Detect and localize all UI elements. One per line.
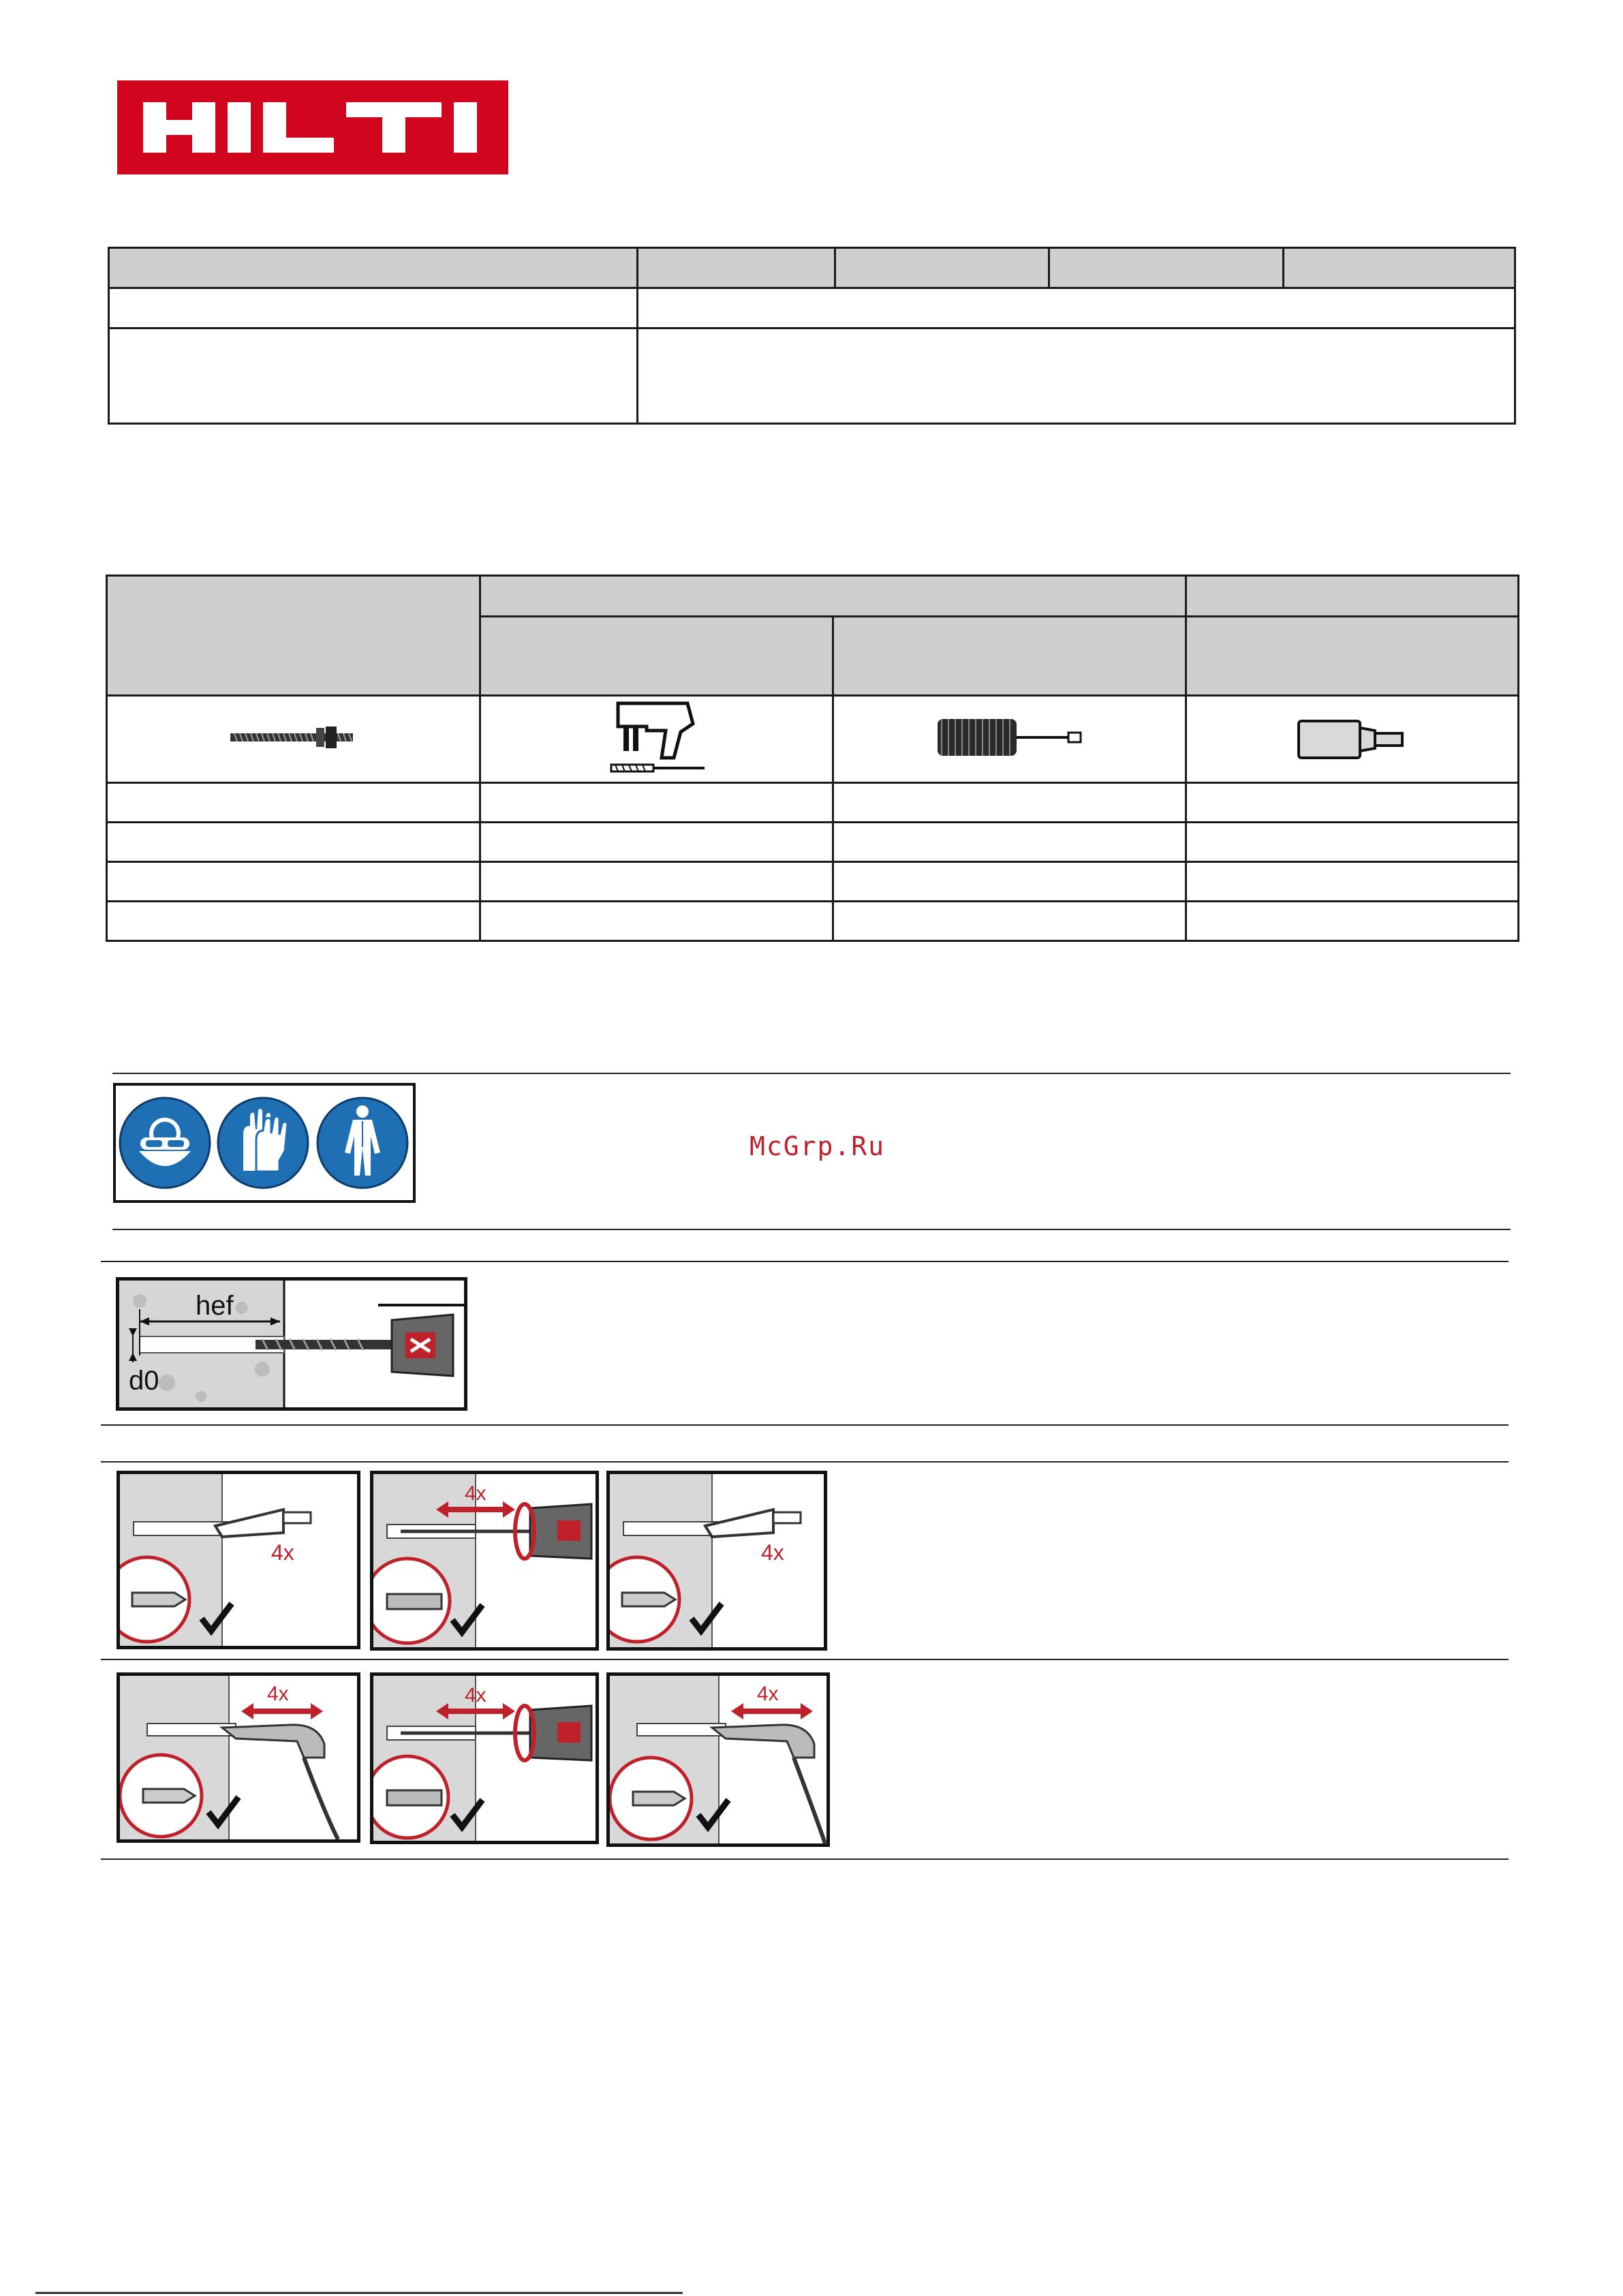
- table-cell: [638, 328, 1515, 424]
- table-cell: [480, 783, 833, 823]
- air-count-label: 4x: [267, 1683, 289, 1705]
- blow-count-label: 4x: [761, 1540, 784, 1565]
- table-row: [107, 783, 1519, 823]
- table-cell: [480, 823, 833, 862]
- cleaning-step-air-1: [117, 1672, 360, 1843]
- header-cell: [480, 617, 833, 696]
- table-cell: [833, 862, 1186, 902]
- header-cell: [833, 617, 1186, 696]
- table-cell: [107, 823, 480, 862]
- header-cell: [835, 248, 1049, 288]
- table-row: [109, 328, 1515, 424]
- table-cell: [833, 902, 1186, 941]
- coverall-icon: [318, 1098, 407, 1188]
- air-count-label: 4x: [757, 1683, 779, 1705]
- header-cell: [1049, 248, 1284, 288]
- blow-count-label: 4x: [271, 1540, 294, 1565]
- table-row: [109, 288, 1515, 328]
- header-cell: [1284, 248, 1515, 288]
- drill-cell: [480, 696, 833, 783]
- table-row: [107, 902, 1519, 941]
- threaded-rod-cell: [107, 696, 480, 783]
- section-divider: [112, 1073, 1511, 1074]
- table-cell: [480, 902, 833, 941]
- table-cell: [1186, 862, 1519, 902]
- cleaning-step-brush-1: [370, 1471, 599, 1651]
- footer-divider: [35, 2292, 683, 2294]
- ppe-icons-panel: [113, 1083, 416, 1203]
- specification-table: [108, 247, 1516, 425]
- table-cell: [107, 902, 480, 941]
- brush-count-label: 4x: [465, 1482, 486, 1505]
- table-header-row: [109, 248, 1515, 288]
- table-cell: [109, 328, 638, 424]
- threaded-rod-icon: [229, 724, 358, 751]
- header-cell: [480, 576, 1186, 617]
- cleaning-brush-icon: [935, 714, 1085, 761]
- goggles-icon: [120, 1098, 210, 1188]
- table-cell: [109, 288, 638, 328]
- table-cell: [833, 823, 1186, 862]
- hammer-drill-icon: [606, 697, 708, 778]
- watermark: McGrp.Ru: [749, 1131, 886, 1161]
- header-cell: [1186, 576, 1519, 617]
- table-cell: [480, 862, 833, 902]
- table-cell: [1186, 823, 1519, 862]
- section-divider: [101, 1461, 1509, 1463]
- table-cell: [107, 862, 480, 902]
- table-cell: [1186, 902, 1519, 941]
- section-divider: [101, 1424, 1509, 1426]
- d0-label: d0: [129, 1366, 159, 1396]
- header-cell: [638, 248, 835, 288]
- table-cell: [833, 783, 1186, 823]
- hef-label: hef: [196, 1291, 234, 1321]
- equipment-table: [106, 575, 1519, 942]
- table-cell: [638, 288, 1515, 328]
- drilling-diagram: [116, 1277, 467, 1411]
- section-divider: [101, 1261, 1509, 1262]
- header-cell: [1186, 617, 1519, 696]
- section-divider: [101, 1659, 1509, 1660]
- cleaning-step-brush-2: [370, 1672, 599, 1844]
- icon-row: [107, 696, 1519, 783]
- table-cell: [107, 783, 480, 823]
- table-row: [107, 862, 1519, 902]
- gloves-icon: [218, 1098, 308, 1188]
- piston-plug-cell: [1186, 696, 1519, 783]
- cleaning-step-blow-1: [117, 1471, 360, 1649]
- hilti-logo: [117, 80, 508, 174]
- brush-count-label: 4x: [465, 1684, 486, 1706]
- cleaning-step-blow-2: [606, 1471, 827, 1651]
- section-divider: [112, 1229, 1511, 1230]
- header-cell: [107, 576, 480, 696]
- brush-cell: [833, 696, 1186, 783]
- cleaning-step-air-2: [606, 1672, 830, 1847]
- table-header-row: [107, 576, 1519, 617]
- header-cell: [109, 248, 638, 288]
- table-cell: [1186, 783, 1519, 823]
- section-divider: [101, 1858, 1509, 1860]
- table-row: [107, 823, 1519, 862]
- piston-plug-icon: [1295, 710, 1410, 765]
